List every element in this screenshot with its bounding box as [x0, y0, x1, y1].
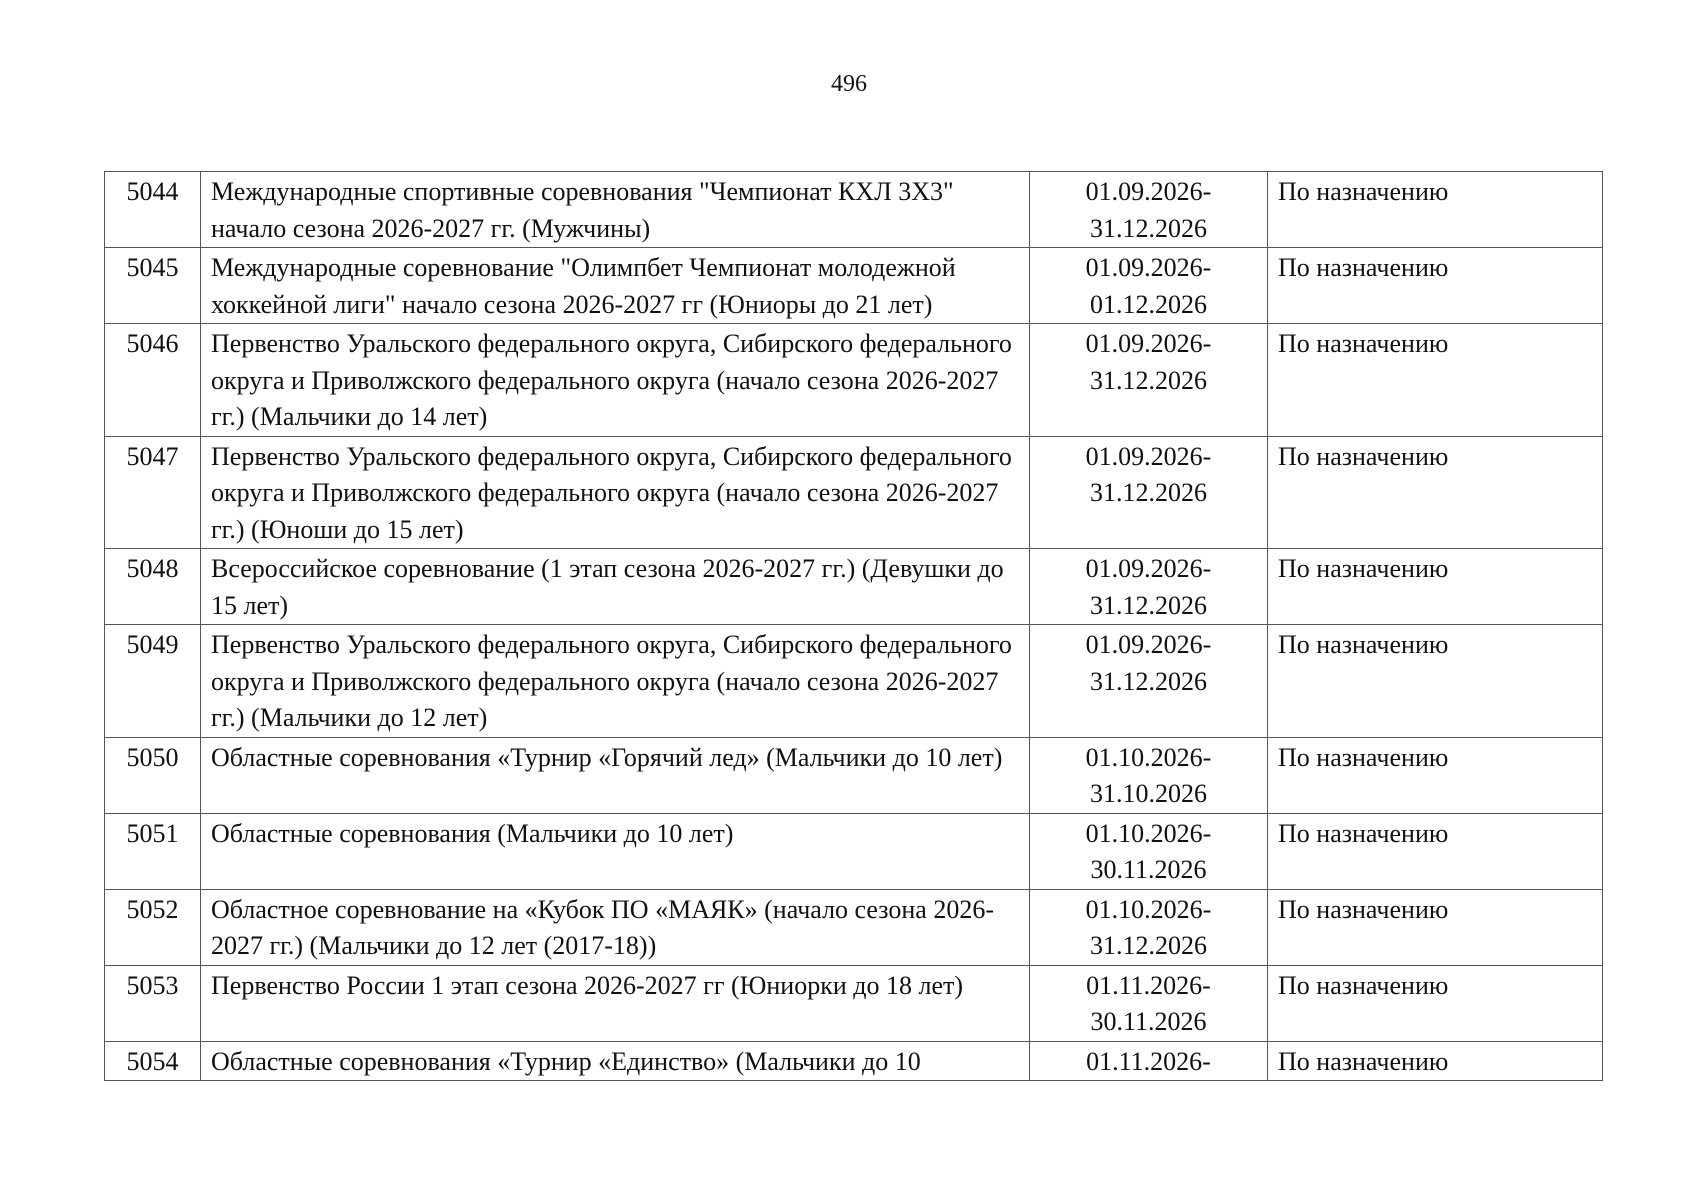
event-name: Первенство Уральского федерального округа, Сибирского федерального округа и Приволжского федерального округа (начало сезона 2026-2027 гг.) (Мальчики до 14 лет)	[201, 324, 1030, 437]
event-dates: 01.09.2026-31.12.2026	[1030, 625, 1268, 738]
event-status: По назначению	[1268, 248, 1603, 324]
table-row	[105, 737, 1603, 813]
event-dates: 01.10.2026-31.10.2026	[1030, 737, 1268, 813]
event-name: Областные соревнования «Турнир «Единство» (Мальчики до 10	[201, 1041, 1030, 1081]
event-status: По назначению	[1268, 1041, 1603, 1081]
event-name: Областное соревнование на «Кубок ПО «МАЯК» (начало сезона 2026-2027 гг.) (Мальчики до 12 лет (2017-18))	[201, 889, 1030, 965]
event-name: Областные соревнования «Турнир «Горячий лед» (Мальчики до 10 лет)	[201, 737, 1030, 813]
event-status: По назначению	[1268, 965, 1603, 1041]
row-number: 5050	[105, 737, 201, 813]
table-row	[105, 813, 1603, 889]
table-row	[105, 1041, 1603, 1081]
table-row	[105, 625, 1603, 738]
table-row	[105, 436, 1603, 549]
event-dates: 01.09.2026-31.12.2026	[1030, 549, 1268, 625]
event-name: Областные соревнования (Мальчики до 10 лет)	[201, 813, 1030, 889]
event-name: Первенство Уральского федерального округа, Сибирского федерального округа и Приволжского федерального округа (начало сезона 2026-2027 гг.) (Мальчики до 12 лет)	[201, 625, 1030, 738]
table-row	[105, 889, 1603, 965]
event-status: По назначению	[1268, 737, 1603, 813]
row-number: 5053	[105, 965, 201, 1041]
row-number: 5044	[105, 172, 201, 248]
event-dates: 01.09.2026-31.12.2026	[1030, 436, 1268, 549]
table-row	[105, 965, 1603, 1041]
event-status: По назначению	[1268, 813, 1603, 889]
row-number: 5054	[105, 1041, 201, 1081]
event-name: Всероссийское соревнование (1 этап сезона 2026-2027 гг.) (Девушки до 15 лет)	[201, 549, 1030, 625]
event-status: По назначению	[1268, 436, 1603, 549]
row-number: 5048	[105, 549, 201, 625]
page-number: 496	[831, 71, 867, 97]
event-status: По назначению	[1268, 625, 1603, 738]
row-number: 5047	[105, 436, 201, 549]
event-dates: 01.09.2026-31.12.2026	[1030, 172, 1268, 248]
row-number: 5046	[105, 324, 201, 437]
row-number: 5045	[105, 248, 201, 324]
table-row	[105, 172, 1603, 248]
event-name: Международные соревнование "Олимпбет Чемпионат молодежной хоккейной лиги" начало сезона 2026-2027 гг (Юниоры до 21 лет)	[201, 248, 1030, 324]
event-dates: 01.09.2026-31.12.2026	[1030, 324, 1268, 437]
event-dates: 01.10.2026-31.12.2026	[1030, 889, 1268, 965]
row-number: 5051	[105, 813, 201, 889]
event-name: Международные спортивные соревнования "Чемпионат КХЛ 3Х3" начало сезона 2026-2027 гг. (Мужчины)	[201, 172, 1030, 248]
table-row	[105, 248, 1603, 324]
row-number: 5052	[105, 889, 201, 965]
event-dates: 01.09.2026-01.12.2026	[1030, 248, 1268, 324]
event-name: Первенство Уральского федерального округа, Сибирского федерального округа и Приволжского федерального округа (начало сезона 2026-2027 гг.) (Юноши до 15 лет)	[201, 436, 1030, 549]
table-row	[105, 324, 1603, 437]
event-status: По назначению	[1268, 324, 1603, 437]
event-name: Первенство России 1 этап сезона 2026-2027 гг (Юниорки до 18 лет)	[201, 965, 1030, 1041]
event-status: По назначению	[1268, 549, 1603, 625]
event-dates: 01.11.2026-30.11.2026	[1030, 965, 1268, 1041]
event-status: По назначению	[1268, 172, 1603, 248]
event-dates: 01.10.2026-30.11.2026	[1030, 813, 1268, 889]
event-status: По назначению	[1268, 889, 1603, 965]
event-dates: 01.11.2026-	[1030, 1041, 1268, 1081]
table-row	[105, 549, 1603, 625]
row-number: 5049	[105, 625, 201, 738]
events-table	[104, 171, 1603, 1081]
